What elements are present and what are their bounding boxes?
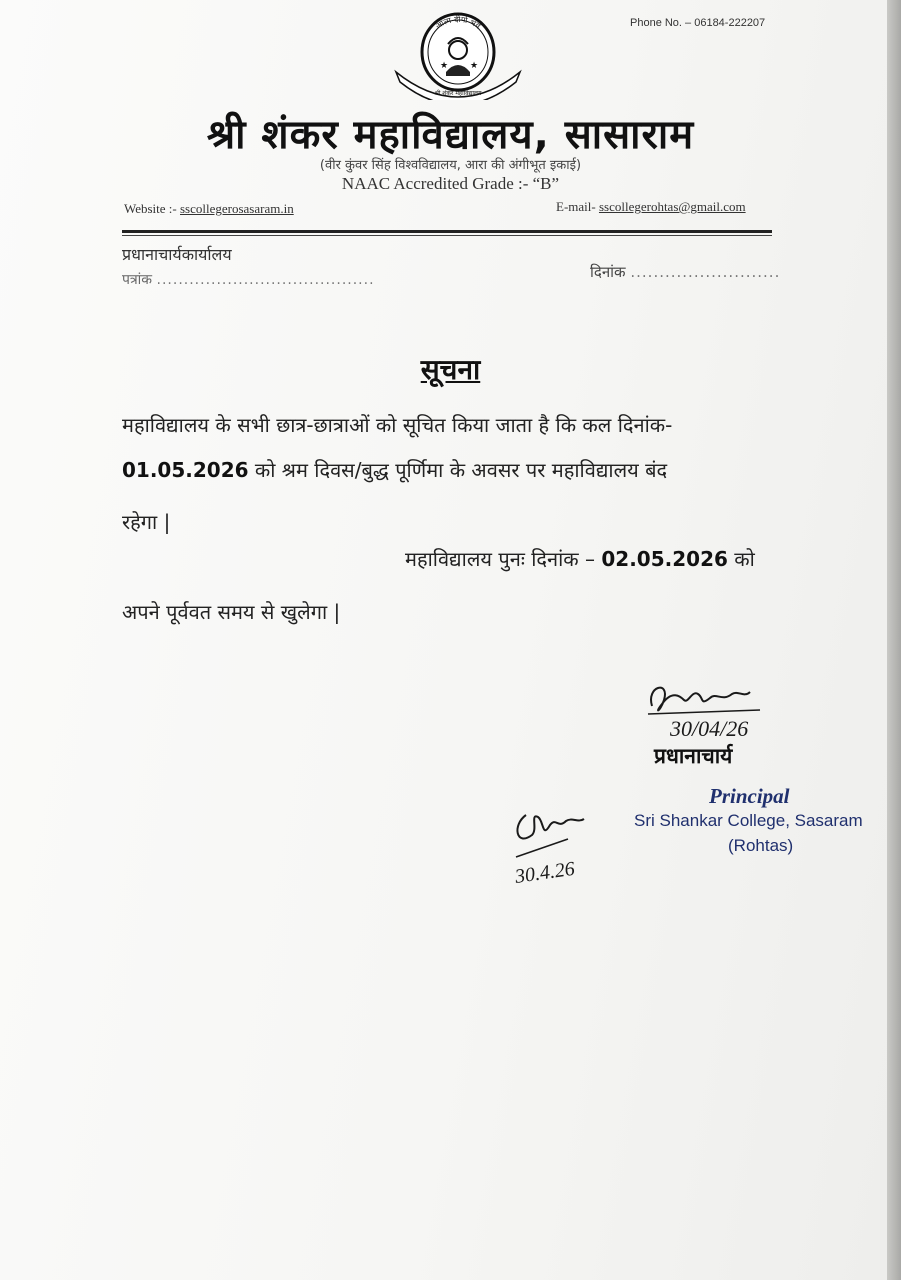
notice-line-3: रहेगा | [122, 510, 171, 534]
header-divider-thick [122, 230, 772, 233]
stamp-district: (Rohtas) [728, 836, 794, 855]
office-label: प्रधानाचार्यकार्यालय [122, 245, 232, 264]
naac-grade: NAAC Accredited Grade :- “B” [341, 174, 560, 193]
college-name: श्री शंकर महाविद्यालय, सासाराम [206, 112, 695, 158]
website-label: Website :- [124, 201, 180, 216]
notice-line-4-post: को [727, 547, 755, 571]
email-label: E-mail- [556, 199, 599, 214]
notice-line-5: अपने पूर्ववत समय से खुलेगा | [122, 600, 341, 624]
logo-motto: आत्म दीपो भव [434, 14, 483, 31]
svg-text:★: ★ [470, 61, 479, 71]
date-dots: .......................... [630, 263, 781, 281]
second-signature-date: 30.4.26 [513, 857, 577, 888]
reopen-date: 02.05.2026 [601, 547, 728, 571]
notice-line-2-text: को श्रम दिवस/बुद्ध पूर्णिमा के अवसर पर महाविद्यालय बंद [248, 458, 668, 482]
ref-number-field [122, 270, 375, 289]
second-signature [508, 795, 618, 895]
email-link[interactable]: sscollegerohtas@gmail.com [598, 199, 746, 214]
notice-line-2 [122, 456, 667, 483]
date-label: दिनांक [590, 263, 626, 281]
signature-date: 30/04/26 [670, 716, 749, 741]
college-logo [390, 10, 526, 100]
designation-hindi: प्रधानाचार्य [654, 744, 733, 768]
closure-date: 01.05.2026 [122, 458, 249, 482]
email-line [556, 199, 746, 215]
phone-number: Phone No. – 06184-222207 [630, 17, 766, 29]
notice-line-4 [405, 545, 755, 572]
logo-banner-text: श्री शंकर महाविद्यालय [434, 90, 482, 97]
principal-signature [640, 676, 800, 746]
ref-dots: ........................................ [156, 272, 375, 288]
stamp-principal: Principal [709, 784, 790, 808]
stamp-college: Sri Shankar College, Sasaram [634, 811, 863, 830]
affiliation: (वीर कुंवर सिंह विश्वविद्यालय, आरा की अंगीभूत इकाई) [319, 158, 582, 173]
date-field [590, 262, 780, 282]
notice-line-1: महाविद्यालय के सभी छात्र-छात्राओं को सूचित किया जाता है कि कल दिनांक- [122, 413, 673, 437]
svg-text:★: ★ [440, 61, 449, 71]
notice-line-4-pre: महाविद्यालय पुनः दिनांक – [405, 547, 602, 571]
header-divider-thin [122, 235, 772, 236]
website-line [124, 201, 294, 217]
website-link[interactable]: sscollegerosasaram.in [180, 201, 294, 216]
ref-label: पत्रांक [122, 272, 153, 288]
notice-title: सूचना [420, 353, 481, 386]
